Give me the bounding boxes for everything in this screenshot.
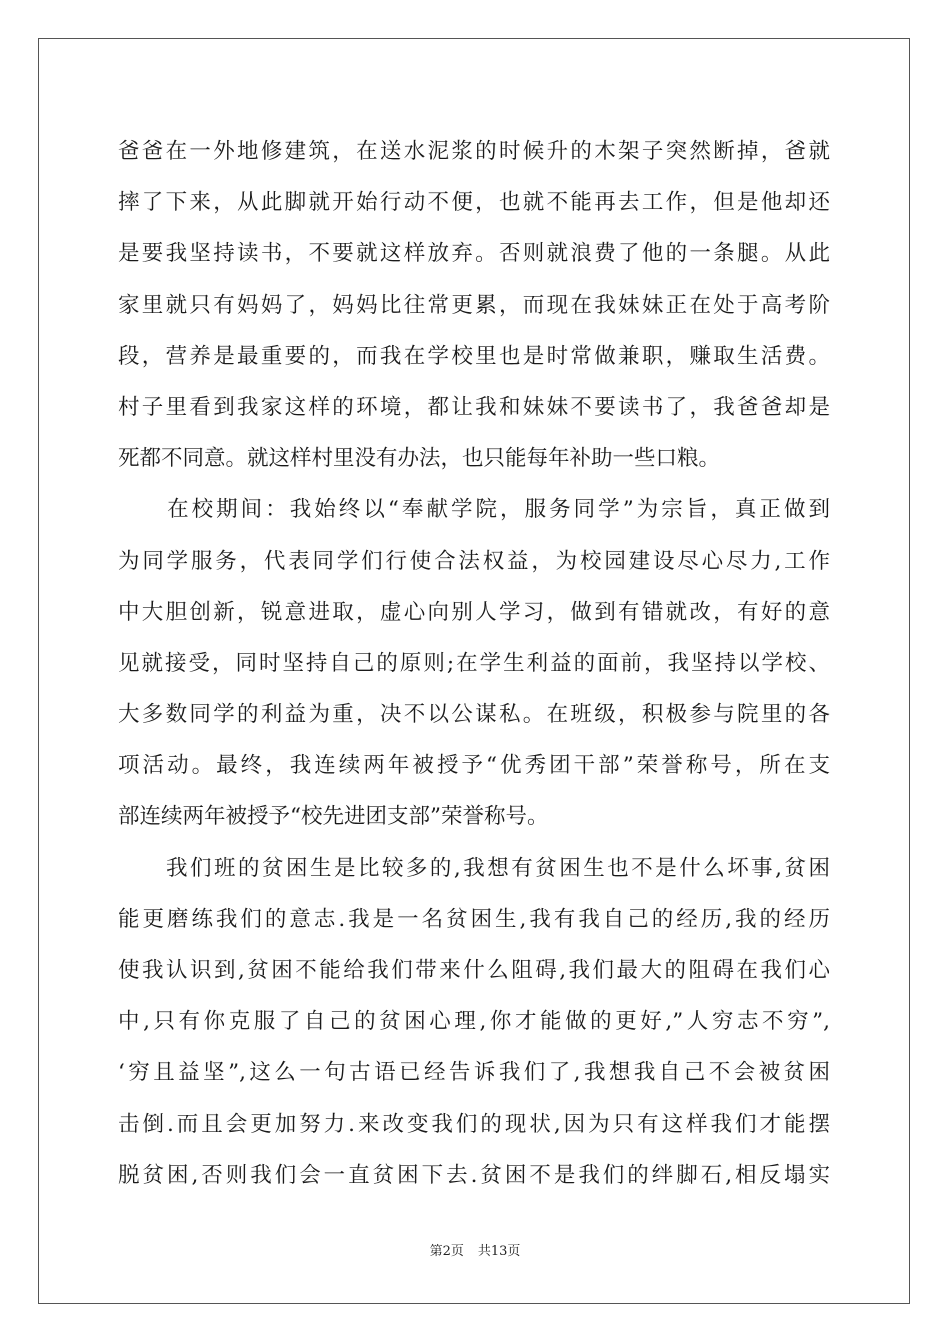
- page-number: 第2页: [429, 1244, 464, 1259]
- text-line: 我们班的贫困生是比较多的,我想有贫困生也不是什么坏事,贫困: [118, 855, 830, 881]
- text-line: 在校期间：我始终以“奉献学院，服务同学”为宗旨，真正做到: [118, 497, 830, 523]
- text-line: ‘穷且益坚”,这么一句古语已经告诉我们了,我想我自己不会被贫困: [118, 1060, 830, 1086]
- text-line: 为同学服务，代表同学们行使合法权益，为校园建设尽心尽力,工作: [118, 548, 830, 574]
- text-line: 是要我坚持读书，不要就这样放弃。否则就浪费了他的一条腿。从此: [118, 241, 830, 267]
- text-line: 中大胆创新，锐意进取，虚心向别人学习，做到有错就改，有好的意: [118, 599, 830, 625]
- text-line: 中,只有你克服了自己的贫困心理,你才能做的更好,”人穷志不穷”,: [118, 1009, 830, 1035]
- text-line: 部连续两年被授予“校先进团支部”荣誉称号。: [118, 804, 549, 830]
- page-total: 共13页: [477, 1244, 521, 1259]
- text-line: 能更磨练我们的意志.我是一名贫困生,我有我自己的经历,我的经历: [118, 906, 830, 932]
- text-line: 死都不同意。就这样村里没有办法，也只能每年补助一些口粮。: [118, 446, 721, 472]
- text-line: 段，营养是最重要的，而我在学校里也是时常做兼职，赚取生活费。: [118, 343, 830, 369]
- text-line: 摔了下来，从此脚就开始行动不便，也就不能再去工作，但是他却还: [118, 190, 830, 216]
- text-line: 村子里看到我家这样的环境，都让我和妹妹不要读书了，我爸爸却是: [118, 394, 830, 420]
- text-line: 家里就只有妈妈了，妈妈比往常更累，而现在我妹妹正在处于高考阶: [118, 292, 830, 318]
- text-line: 爸爸在一外地修建筑，在送水泥浆的时候升的木架子突然断掉，爸就: [118, 139, 830, 164]
- text-line: 大多数同学的利益为重，决不以公谋私。在班级，积极参与院里的各: [118, 702, 830, 728]
- document-body: [118, 126, 830, 1201]
- page-footer: [0, 1240, 950, 1259]
- text-line: 见就接受，同时坚持自己的原则;在学生利益的面前，我坚持以学校、: [118, 650, 830, 676]
- text-line: 击倒.而且会更加努力.来改变我们的现状,因为只有这样我们才能摆: [118, 1111, 830, 1137]
- text-line: 使我认识到,贫困不能给我们带来什么阻碍,我们最大的阻碍在我们心: [118, 958, 830, 983]
- text-line: 项活动。最终，我连续两年被授予“优秀团干部”荣誉称号，所在支: [118, 753, 830, 779]
- text-line: 脱贫困,否则我们会一直贫困下去.贫困不是我们的绊脚石,相反塌实: [118, 1162, 830, 1188]
